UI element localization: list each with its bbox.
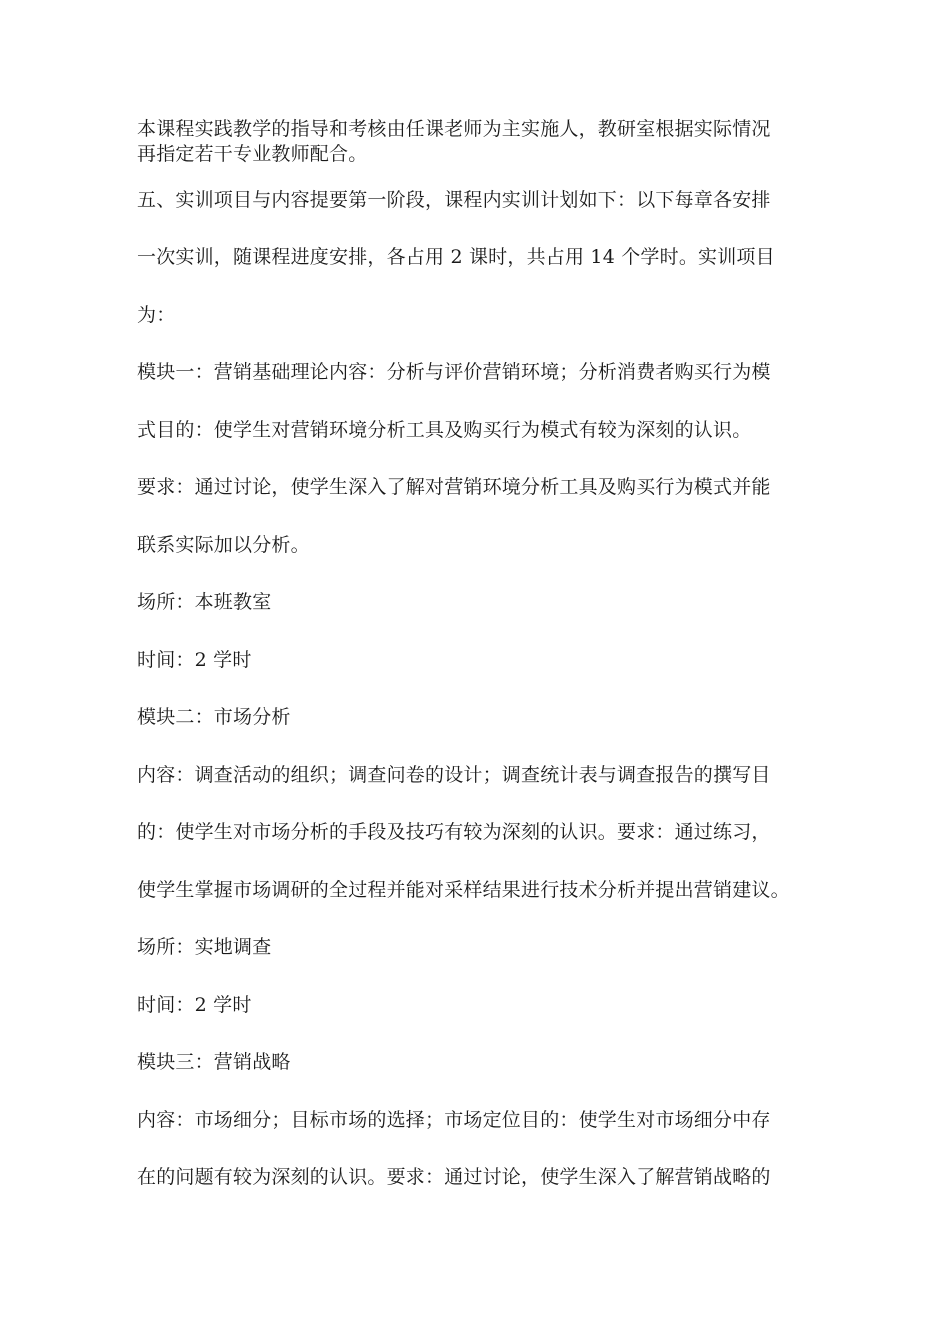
paragraph-line: 模块一：营销基础理论内容：分析与评价营销环境；分析消费者购买行为模 bbox=[137, 361, 771, 383]
paragraph-line: 时间：2 学时 bbox=[137, 994, 252, 1016]
paragraph-line: 一次实训，随课程进度安排，各占用 2 课时，共占用 14 个学时。实训项目 bbox=[137, 246, 775, 268]
paragraph-line: 时间：2 学时 bbox=[137, 649, 252, 671]
paragraph-line: 的：使学生对市场分析的手段及技巧有较为深刻的认识。要求：通过练习， bbox=[137, 821, 771, 843]
paragraph-line: 五、实训项目与内容提要第一阶段，课程内实训计划如下：以下每章各安排 bbox=[137, 189, 771, 211]
paragraph-line: 内容：市场细分；目标市场的选择；市场定位目的：使学生对市场细分中存 bbox=[137, 1109, 771, 1131]
paragraph-line: 场所：本班教室 bbox=[137, 591, 272, 613]
paragraph-line: 联系实际加以分析。 bbox=[137, 534, 310, 556]
paragraph-line: 使学生掌握市场调研的全过程并能对采样结果进行技术分析并提出营销建议。 bbox=[137, 879, 790, 901]
paragraph-line: 场所：实地调查 bbox=[137, 936, 272, 958]
paragraph-line: 模块二：市场分析 bbox=[137, 706, 291, 728]
paragraph-line: 要求：通过讨论，使学生深入了解对营销环境分析工具及购买行为模式并能 bbox=[137, 476, 771, 498]
paragraph-line: 为： bbox=[137, 304, 176, 326]
paragraph-line: 模块三：营销战略 bbox=[137, 1051, 291, 1073]
paragraph-line: 在的问题有较为深刻的认识。要求：通过讨论，使学生深入了解营销战略的 bbox=[137, 1166, 771, 1188]
paragraph-line: 本课程实践教学的指导和考核由任课老师为主实施人，教研室根据实际情况 bbox=[137, 118, 771, 140]
paragraph-line: 式目的：使学生对营销环境分析工具及购买行为模式有较为深刻的认识。 bbox=[137, 419, 752, 441]
paragraph-line: 再指定若干专业教师配合。 bbox=[137, 143, 368, 165]
paragraph-line: 内容：调查活动的组织；调查问卷的设计；调查统计表与调查报告的撰写目 bbox=[137, 764, 771, 786]
